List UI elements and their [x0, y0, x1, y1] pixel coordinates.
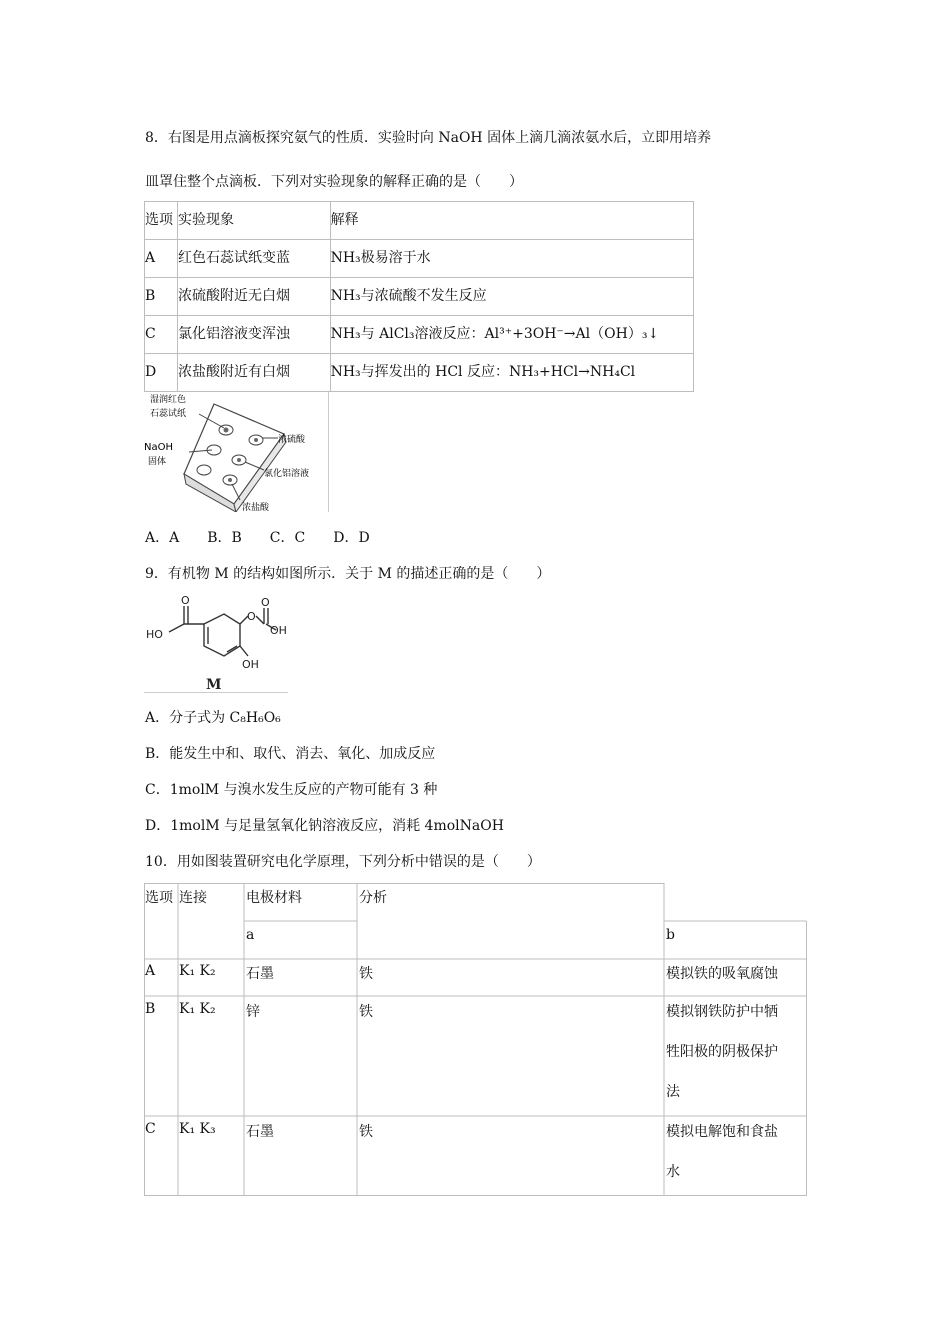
q10-row-c-electrode-a: 石墨	[246, 1124, 274, 1140]
label-o-top-right: O	[261, 596, 270, 609]
q10-table-grid	[144, 883, 807, 1196]
q10-row-a-option: A	[145, 963, 156, 979]
q10-row-a-electrode-b: 铁	[359, 966, 373, 982]
q8-header-phenomenon: 实验现象	[177, 202, 330, 240]
label-hcl: 浓盐酸	[242, 503, 270, 512]
table-row	[145, 316, 694, 354]
q8-row-c-explanation: NH₃与 AlCl₃溶液反应：Al³⁺+3OH⁻→Al（OH）₃↓	[330, 316, 693, 354]
label-oh-bottom: OH	[242, 658, 259, 671]
q10-row-c-connect: K₁ K₃	[179, 1121, 216, 1137]
q8-row-d-option: D	[145, 354, 178, 392]
q10-row-b-analysis-1: 模拟钢铁防护中牺	[666, 1004, 778, 1020]
q8-row-a-explanation: NH₃极易溶于水	[330, 240, 693, 278]
q8-row-a-phenomenon: 红色石蕊试纸变蓝	[177, 240, 330, 278]
q10-table	[144, 883, 807, 1196]
label-ho-left: HO	[146, 628, 163, 641]
q10-header-analysis: 分析	[359, 890, 387, 906]
q10-header-electrode: 电极材料	[246, 890, 302, 906]
q9-option-d: D．1molM 与足量氢氧化钠溶液反应，消耗 4molNaOH	[145, 818, 504, 834]
q10-row-b-analysis-2: 牲阳极的阴极保护	[666, 1044, 778, 1060]
q8-table-header	[145, 202, 694, 240]
q10-header-a: a	[246, 927, 255, 943]
q9-option-b: B．能发生中和、取代、消去、氧化、加成反应	[145, 746, 436, 762]
q8-header-explanation: 解释	[330, 202, 693, 240]
molecule-m-structure	[144, 594, 288, 692]
q8-table	[144, 201, 694, 392]
q8-row-b-phenomenon: 浓硫酸附近无白烟	[177, 278, 330, 316]
q10-row-c-analysis-1: 模拟电解饱和食盐	[666, 1124, 778, 1140]
q8-header-option: 选项	[145, 202, 178, 240]
q8-row-c-option: C	[145, 316, 178, 354]
q10-row-b-connect: K₁ K₂	[179, 1001, 216, 1017]
q8-row-d-phenomenon: 浓盐酸附近有白烟	[177, 354, 330, 392]
label-h2so4: 浓硫酸	[278, 435, 306, 445]
spot-plate-drawing	[144, 392, 328, 512]
q9-option-c: C．1molM 与溴水发生反应的产物可能有 3 种	[145, 782, 438, 798]
q8-row-c-phenomenon: 氯化铝溶液变浑浊	[177, 316, 330, 354]
label-paper-1: 湿润红色	[150, 395, 187, 405]
q8-stem-line1: 8．右图是用点滴板探究氨气的性质．实验时向 NaOH 固体上滴几滴浓氨水后，立即用培养	[145, 130, 712, 146]
q10-row-b-analysis-3: 法	[666, 1084, 680, 1100]
q8-row-d-explanation: NH₃与挥发出的 HCl 反应：NH₃+HCl→NH₄Cl	[330, 354, 693, 392]
q10-row-c-electrode-b: 铁	[359, 1124, 373, 1140]
q10-row-b-electrode-b: 铁	[359, 1004, 373, 1020]
q8-row-a-option: A	[145, 240, 178, 278]
table-row	[145, 278, 694, 316]
q10-header-connect: 连接	[179, 890, 207, 906]
label-o-top-left: O	[181, 594, 190, 607]
q10-row-a-electrode-a: 石墨	[246, 966, 274, 982]
label-naoh-2: 固体	[148, 457, 167, 467]
q10-row-a-analysis: 模拟铁的吸氧腐蚀	[666, 966, 778, 982]
q10-header-option: 选项	[145, 890, 173, 906]
q10-row-a-connect: K₁ K₂	[179, 963, 216, 979]
label-paper-2: 石蕊试纸	[150, 409, 187, 419]
spot-plate-figure	[144, 392, 329, 512]
molecule-m-figure	[144, 594, 288, 693]
label-alcl3: 氯化铝溶液	[264, 469, 310, 479]
q8-stem-line2: 皿罩住整个点滴板．下列对实验现象的解释正确的是（ ）	[145, 174, 523, 190]
q9-stem: 9．有机物 M 的结构如图所示．关于 M 的描述正确的是（ ）	[145, 566, 551, 582]
q10-row-c-option: C	[145, 1121, 156, 1137]
table-row	[145, 354, 694, 392]
label-oh-right: OH	[270, 624, 287, 637]
q10-row-c-analysis-2: 水	[666, 1164, 680, 1180]
q10-header-b: b	[666, 927, 675, 943]
q8-row-b-explanation: NH₃与浓硫酸不发生反应	[330, 278, 693, 316]
q8-row-b-option: B	[145, 278, 178, 316]
table-row	[145, 240, 694, 278]
label-naoh-1: NaOH	[144, 442, 173, 453]
label-o-ester: O	[247, 610, 256, 623]
q10-row-b-electrode-a: 锌	[246, 1004, 260, 1020]
q9-option-a: A．分子式为 C₈H₆O₆	[145, 710, 281, 726]
q8-options: A．A B．B C．C D．D	[145, 530, 370, 546]
label-molecule-name: M	[206, 677, 222, 692]
q10-row-b-option: B	[145, 1001, 156, 1017]
q10-stem: 10．用如图装置研究电化学原理，下列分析中错误的是（ ）	[145, 854, 541, 870]
